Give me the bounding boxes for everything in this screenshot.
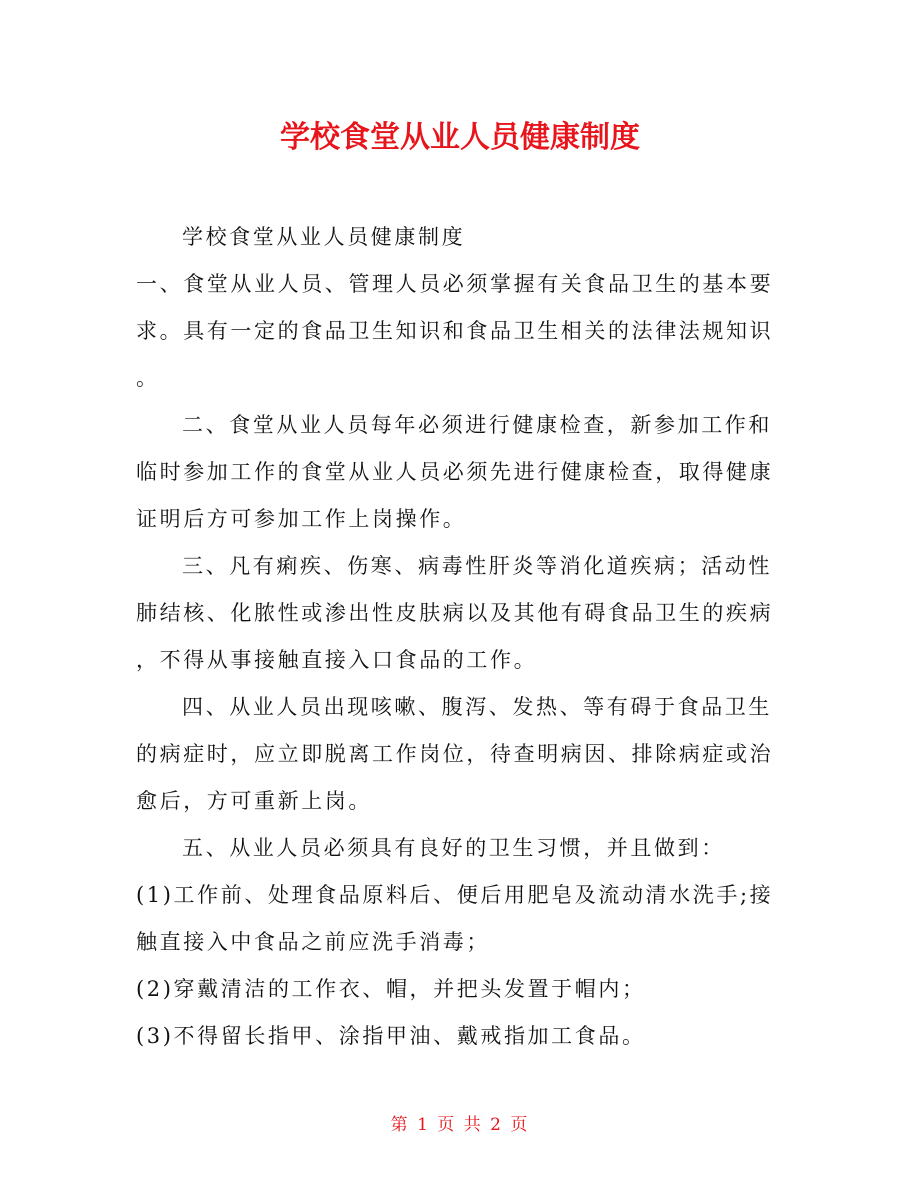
body-line: 。 [136,366,160,390]
body-line: 触直接入中食品之前应洗手消毒； [136,930,490,954]
body-line: 一、食堂从业人员、管理人员必须掌握有关食品卫生的基本要 [136,272,774,296]
body-line: 三、凡有痢疾、伤寒、病毒性肝炎等消化道疾病；活动性 [182,554,772,578]
body-line: 二、食堂从业人员每年必须进行健康检查，新参加工作和 [182,413,772,437]
body-line: (2)穿戴清洁的工作衣、帽，并把头发置于帽内； [136,977,646,1001]
body-line: 临时参加工作的食堂从业人员必须先进行健康检查，取得健康 [136,460,774,484]
body-line: 学校食堂从业人员健康制度 [182,225,466,249]
body-line: 四、从业人员出现咳嗽、腹泻、发热、等有碍于食品卫生 [182,695,772,719]
body-line: 肺结核、化脓性或渗出性皮肤病以及其他有碍食品卫生的疾病 [136,601,774,625]
body-line: (3)不得留长指甲、涂指甲油、戴戒指加工食品。 [136,1024,646,1048]
document-body [136,214,786,1060]
page-footer: 第 1 页 共 2 页 [390,1115,530,1135]
body-line: 的病症时，应立即脱离工作岗位，待查明病因、排除病症或治 [136,742,774,766]
body-line: 愈后，方可重新上岗。 [136,789,372,813]
document-title: 学校食堂从业人员健康制度 [280,120,640,155]
body-line: 求。具有一定的食品卫生知识和食品卫生相关的法律法规知识 [136,319,774,343]
body-line: 证明后方可参加工作上岗操作。 [136,507,467,531]
body-line: 五、从业人员必须具有良好的卫生习惯，并且做到： [182,836,725,860]
body-line: (1)工作前、处理食品原料后、便后用肥皂及流动清水洗手;接 [136,883,774,907]
body-line: ，不得从事接触直接入口食品的工作。 [136,648,538,672]
